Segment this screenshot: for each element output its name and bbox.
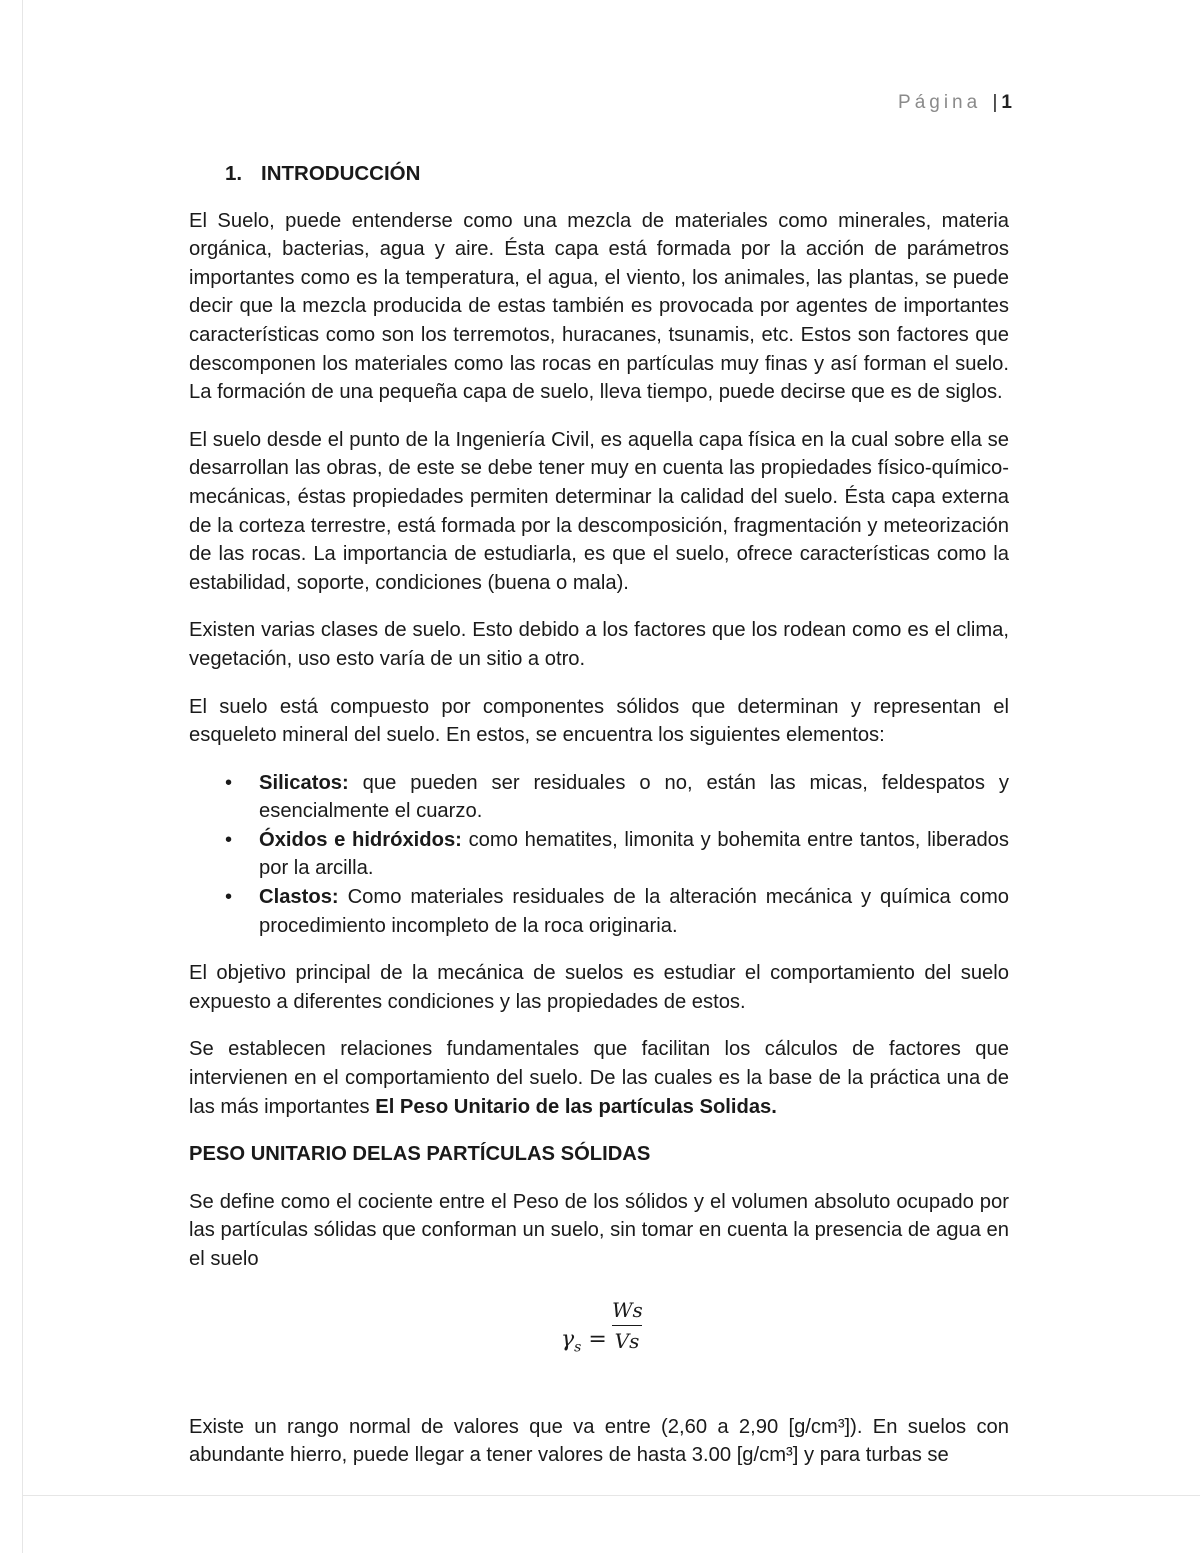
page-header	[898, 92, 1012, 114]
list-item	[225, 826, 1009, 883]
paragraph-componentes-solidos: El suelo está compuesto por componentes sólidos que determinan y representan el esqueleto mineral del suelo. En estos, se encuentra los siguientes elementos:	[189, 695, 1009, 747]
page-bottom-edge	[22, 1495, 1200, 1496]
list-item-text: que pueden ser residuales o no, están las micas, feldespatos y esencialmente el cuarzo.	[259, 771, 1009, 823]
bullet-icon: •	[225, 886, 233, 909]
paragraph-relaciones	[189, 1035, 1009, 1121]
formula-peso-unitario	[189, 1293, 1009, 1413]
list-item	[225, 769, 1009, 826]
formula-gamma: γ	[561, 1326, 575, 1352]
formula-denominator: Vs	[614, 1328, 640, 1353]
paragraph-objetivo: El objetivo principal de la mecánica de suelos es estudiar el comportamiento del suelo expuesto a diferentes condiciones y las propiedades de estos.	[189, 962, 1009, 1013]
bullet-icon: •	[225, 771, 233, 794]
page-left-edge	[22, 0, 23, 1553]
section-number: 1.	[225, 162, 243, 185]
elements-list	[189, 769, 1009, 941]
paragraph-relaciones-text: Se establecen relaciones fundamentales que facilitan los cálculos de factores que intervienen en el comportamiento del suelo. De las cuales es la base de la práctica una de las más importantes	[189, 1038, 1009, 1118]
formula-lhs	[561, 1326, 607, 1362]
formula-equals: =	[588, 1326, 607, 1352]
list-item-term: Clastos:	[259, 886, 339, 909]
list-item-text: Como materiales residuales de la alteración mecánica y química como procedimiento incompleto de la roca originaria.	[259, 886, 1009, 937]
document-body	[189, 160, 1009, 1489]
paragraph-definicion: Se define como el cociente entre el Peso de los sólidos y el volumen absoluto ocupado por las partículas sólidas que conforman un suelo, sin tomar en cuenta la presencia de agua en el suelo	[189, 1190, 1009, 1270]
paragraph-suelo-definicion: El Suelo, puede entenderse como una mezcla de materiales como minerales, materia orgánica, bacterias, agua y aire. Ésta capa está formada por la acción de parámetros importantes como es la temperatura, el agua, el viento, los animales, las plantas, se puede decir que la mezcla producida de estas también es provocada por agentes de importantes características como son los terremotos, huracanes, tsunamis, etc. Estos son factores que descomponen los materiales como las rocas en partículas muy finas y así forman el suelo. La formación de una pequeña capa de suelo, lleva tiempo, puede decirse que es de siglos.	[189, 209, 1009, 404]
section-heading-peso-unitario: PESO UNITARIO DELAS PARTÍCULAS SÓLIDAS	[189, 1143, 651, 1166]
bullet-icon: •	[225, 828, 233, 851]
page-separator: |	[992, 92, 998, 113]
paragraph-clases-suelo: Existen varias clases de suelo. Esto debido a los factores que los rodean como es el clima, vegetación, uso esto varía de un sitio a otro.	[189, 619, 1009, 670]
formula-subscript: s	[574, 1338, 582, 1355]
page-number: 1	[1001, 92, 1012, 113]
list-item-term: Óxidos e hidróxidos:	[259, 828, 462, 851]
section-title: INTRODUCCIÓN	[261, 162, 421, 185]
formula-numerator: Ws	[612, 1297, 643, 1322]
list-item-term: Silicatos:	[259, 771, 349, 794]
formula-fraction	[612, 1297, 642, 1354]
fraction-bar	[612, 1325, 642, 1326]
paragraph-relaciones-bold: El Peso Unitario de las partículas Solidas.	[375, 1095, 777, 1118]
list-item	[225, 883, 1009, 940]
section-heading-introduccion	[225, 160, 1009, 189]
paragraph-ingenieria-civil: El suelo desde el punto de la Ingeniería Civil, es aquella capa física en la cual sobre ella se desarrollan las obras, de este se debe tener muy en cuenta las propiedades físico-químico- mecánicas, éstas propiedades permiten determinar la calidad del suelo. Ésta capa externa de la corteza terrestre, está formada por la descomposición, fragmentación y meteorización de las rocas. La importancia de estudiarla, es que el suelo, ofrece características como la estabilidad, soporte, condiciones (buena o mala).	[189, 428, 1009, 594]
list-item-text: como hematites, limonita y bohemita entre tantos, liberados por la arcilla.	[259, 828, 1009, 880]
paragraph-rango-valores: Existe un rango normal de valores que va entre (2,60 a 2,90 [g/cm³]). En suelos con abundante hierro, puede llegar a tener valores de hasta 3.00 [g/cm³] y para turbas se	[189, 1415, 1009, 1467]
page-label: Página	[898, 92, 982, 113]
